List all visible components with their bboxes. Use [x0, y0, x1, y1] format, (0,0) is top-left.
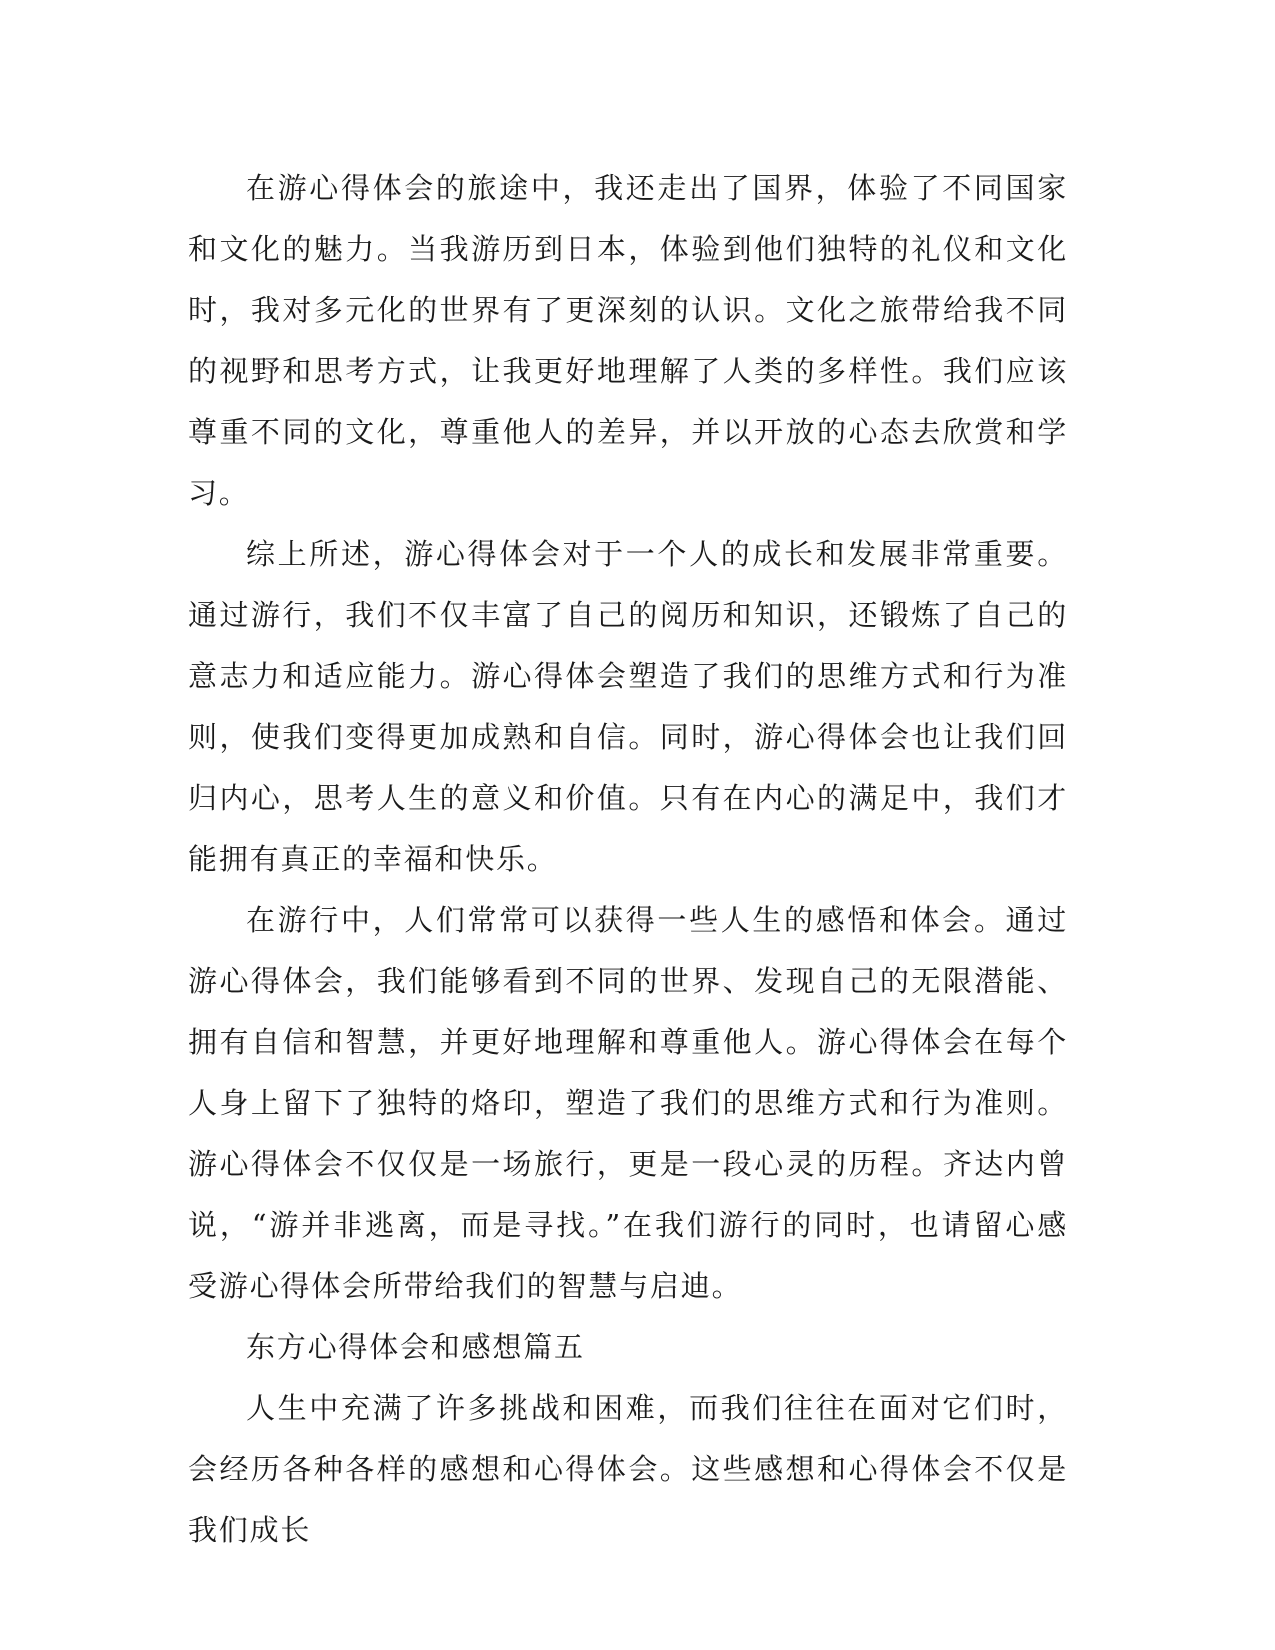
paragraph-culture-travel: 在游心得体会的旅途中，我还走出了国界，体验了不同国家和文化的魅力。当我游历到日本，体验到他们独特的礼仪和文化时，我对多元化的世界有了更深刻的认识。文化之旅带给我不同的视野和思考方式，让我更好地理解了人类的多样性。我们应该尊重不同的文化，尊重他人的差异，并以开放的心态去欣赏和学习。	[188, 171, 1068, 510]
paragraph-insights: 在游行中，人们常常可以获得一些人生的感悟和体会。通过游心得体会，我们能够看到不同的世界、发现自己的无限潜能、拥有自信和智慧，并更好地理解和尊重他人。游心得体会在每个人身上留下了独特的烙印，塑造了我们的思维方式和行为准则。游心得体会不仅仅是一场旅行，更是一段心灵的历程。齐达内曾说，“游并非逃离，而是寻找。”在我们游行的同时，也请留心感受游心得体会所带给我们的智慧与启迪。	[188, 903, 1068, 1303]
section-heading: 东方心得体会和感想篇五	[246, 1330, 585, 1364]
document-body	[188, 158, 1068, 1561]
paragraph-life-challenges: 人生中充满了许多挑战和困难，而我们往往在面对它们时，会经历各种各样的感想和心得体会。这些感想和心得体会不仅是我们成长	[188, 1391, 1068, 1547]
paragraph-summary: 综上所述，游心得体会对于一个人的成长和发展非常重要。通过游行，我们不仅丰富了自己的阅历和知识，还锻炼了自己的意志力和适应能力。游心得体会塑造了我们的思维方式和行为准则，使我们变得更加成熟和自信。同时，游心得体会也让我们回归内心，思考人生的意义和价值。只有在内心的满足中，我们才能拥有真正的幸福和快乐。	[188, 537, 1068, 876]
